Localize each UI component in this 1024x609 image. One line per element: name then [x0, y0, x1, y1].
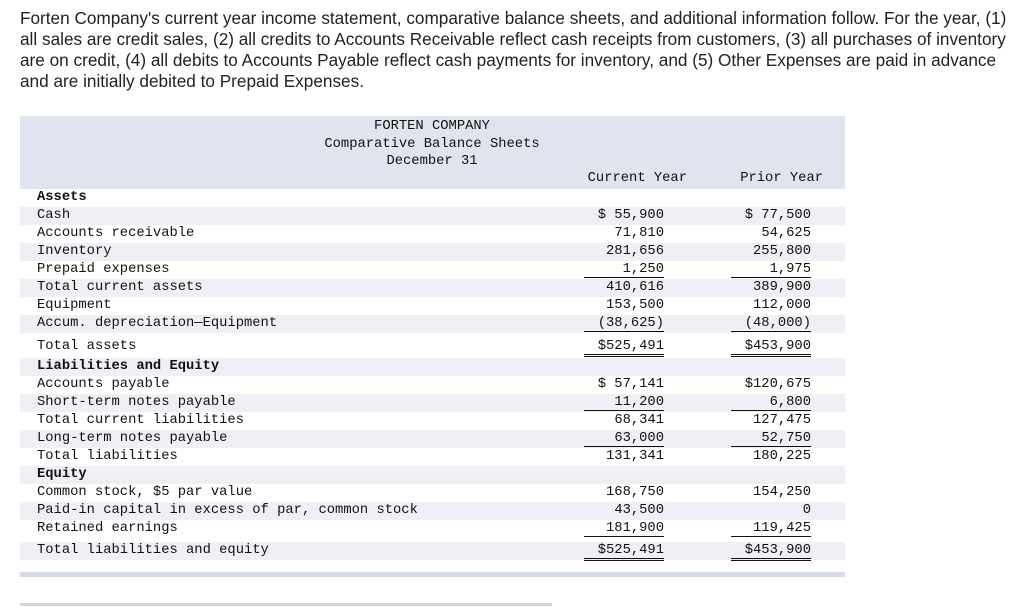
prior-year-value: 52,750	[731, 431, 811, 447]
current-year-value: 68,341	[614, 413, 664, 428]
row-accum-depreciation	[20, 315, 845, 333]
prior-year-value: 127,475	[753, 413, 811, 428]
row-label: Paid-in capital in excess of par, common stock	[37, 503, 418, 518]
row-accounts-payable	[20, 376, 845, 394]
row-label: Cash	[37, 208, 71, 223]
prior-year-value: $ 77,500	[744, 208, 811, 223]
row-total-assets	[20, 338, 845, 356]
table-footer-bar	[20, 572, 845, 577]
row-label: Total current liabilities	[37, 413, 244, 428]
row-label: Accounts payable	[37, 377, 170, 392]
row-label: Equipment	[37, 298, 112, 313]
row-label: Equity	[37, 467, 87, 482]
prior-year-value: (48,000)	[731, 316, 811, 332]
row-paid-in-capital	[20, 502, 845, 520]
row-label: Total liabilities	[37, 449, 178, 464]
prior-year-value: 0	[802, 503, 811, 518]
prior-year-value: 154,250	[753, 485, 811, 500]
row-total-current-liabilities	[20, 412, 845, 430]
row-label: Assets	[37, 190, 87, 205]
current-year-value: 63,000	[584, 431, 664, 447]
prior-year-value: 54,625	[761, 226, 811, 241]
prior-year-value: 119,425	[731, 521, 811, 537]
row-retained-earnings	[20, 520, 845, 538]
row-label: Common stock, $5 par value	[37, 485, 253, 500]
prior-year-value: 180,225	[753, 449, 811, 464]
current-year-value: 71,810	[614, 226, 664, 241]
row-label: Inventory	[37, 244, 112, 259]
current-year-value: $ 55,900	[597, 208, 664, 223]
table-header	[20, 116, 845, 189]
divider	[20, 603, 552, 606]
row-label: Total liabilities and equity	[37, 543, 269, 558]
prior-year-value: $120,675	[744, 377, 811, 392]
row-total-liabilities	[20, 448, 845, 466]
row-total-current-assets	[20, 279, 845, 297]
problem-intro: Forten Company's current year income statement, comparative balance sheets, and additional information follow. For the year, (1) all sales are credit sales, (2) all credits to Accounts Receivable reflect cash receipts from customers, (3) all purchases of inventory are on credit, (4) all debits to Accounts Payable reflect cash payments for inventory, and (5) Other Expenses are paid in advance and are initially debited to Prepaid Expenses.	[20, 8, 1007, 91]
current-year-value: 281,656	[606, 244, 664, 259]
current-year-value: 153,500	[606, 298, 664, 313]
column-header-prior-year: Prior Year	[740, 171, 823, 186]
current-year-value: 131,341	[606, 449, 664, 464]
current-year-value: (38,625)	[584, 316, 664, 332]
row-label: Total current assets	[37, 280, 203, 295]
current-year-value: 181,900	[584, 521, 664, 537]
row-total-liabilities-equity	[20, 542, 845, 560]
row-inventory	[20, 243, 845, 261]
row-assets-heading	[20, 189, 845, 207]
column-header-current-year: Current Year	[587, 171, 687, 186]
row-label: Long-term notes payable	[37, 431, 228, 446]
row-label: Accum. depreciation—Equipment	[37, 316, 278, 331]
current-year-value: 410,616	[606, 280, 664, 295]
current-year-value: 168,750	[606, 485, 664, 500]
prior-year-value: 255,800	[753, 244, 811, 259]
row-label: Liabilities and Equity	[37, 359, 220, 374]
current-year-value: 43,500	[614, 503, 664, 518]
row-label: Short-term notes payable	[37, 395, 236, 410]
prior-year-value: 112,000	[753, 298, 811, 313]
prior-year-value: $453,900	[731, 543, 811, 561]
current-year-value: $525,491	[584, 543, 664, 561]
row-equity-heading	[20, 466, 845, 484]
row-short-term-notes	[20, 394, 845, 412]
prior-year-value: $453,900	[731, 339, 811, 357]
company-name: FORTEN COMPANY	[374, 119, 490, 134]
prior-year-value: 389,900	[753, 280, 811, 295]
current-year-value: 1,250	[584, 262, 664, 278]
row-liabilities-equity-heading	[20, 358, 845, 376]
row-accounts-receivable	[20, 225, 845, 243]
row-cash	[20, 207, 845, 225]
balance-sheet-table	[20, 116, 845, 576]
row-equipment	[20, 297, 845, 315]
row-label: Accounts receivable	[37, 226, 195, 241]
prior-year-value: 6,800	[731, 395, 811, 411]
row-prepaid-expenses	[20, 261, 845, 279]
prior-year-value: 1,975	[731, 262, 811, 278]
row-label: Retained earnings	[37, 521, 178, 536]
row-long-term-notes	[20, 430, 845, 448]
current-year-value: $525,491	[584, 339, 664, 357]
current-year-value: $ 57,141	[597, 377, 664, 392]
row-label: Prepaid expenses	[37, 262, 170, 277]
row-label: Total assets	[37, 339, 137, 354]
row-common-stock	[20, 484, 845, 502]
statement-date: December 31	[386, 154, 478, 169]
statement-title: Comparative Balance Sheets	[324, 137, 540, 152]
current-year-value: 11,200	[584, 395, 664, 411]
